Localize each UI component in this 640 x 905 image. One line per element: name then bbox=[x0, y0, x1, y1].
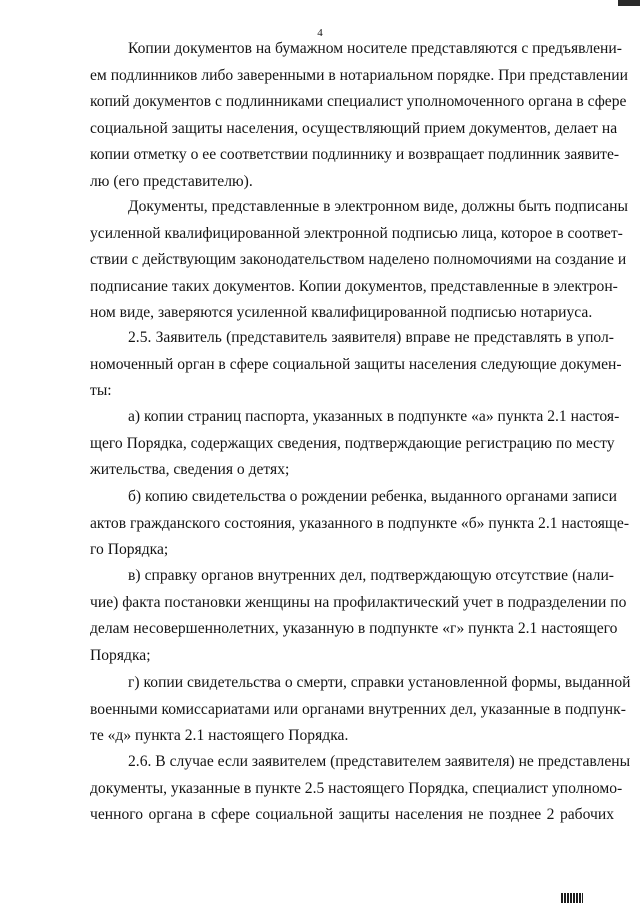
paragraph-line: Копии документов на бумажном носителе представляются с предъявлени- bbox=[128, 40, 622, 57]
paragraph bbox=[90, 194, 628, 327]
paragraph-line: лю (его представителю). bbox=[90, 172, 253, 190]
paragraph-line: чие) факта постановки женщины на профилактический учет в подразделении по bbox=[90, 593, 627, 611]
paragraph-line: подписание таких документов. Копии документов, представленные в электрон- bbox=[90, 277, 618, 295]
page-number: 4 bbox=[317, 27, 323, 39]
paragraph-line: 2.6. В случае если заявителем (представителем заявителя) не представлены bbox=[128, 753, 631, 770]
paragraph-line: номоченный орган в сфере социальной защиты населения следующие докумен- bbox=[90, 355, 622, 373]
paragraph-line: г) копии свидетельства о смерти, справки установленной формы, выданной bbox=[128, 674, 631, 691]
paragraph-line: ты: bbox=[90, 382, 112, 399]
scan-corner-mark bbox=[618, 0, 640, 6]
paragraph-line: жительства, сведения о детях; bbox=[90, 461, 290, 478]
paragraph bbox=[90, 484, 630, 564]
paragraph-line: ном виде, заверяются усиленной квалифицированной подписью нотариуса. bbox=[90, 304, 593, 321]
paragraph bbox=[90, 36, 628, 195]
paragraph-line: щего Порядка, содержащих сведения, подтверждающие регистрацию по месту bbox=[90, 434, 615, 452]
paragraph bbox=[90, 404, 620, 484]
paragraph-line: Порядка; bbox=[90, 646, 151, 664]
paragraph-line: копии отметку о ее соответствии подлиннику и возвращает подлинник заявите- bbox=[90, 146, 620, 163]
paragraph-line: те «д» пункта 2.1 настоящего Порядка. bbox=[90, 727, 349, 744]
paragraph-line: военными комиссариатами или органами внутренних дел, указанные в подпунк- bbox=[90, 700, 626, 718]
paragraph-line: в) справку органов внутренних дел, подтверждающую отсутствие (нали- bbox=[128, 567, 614, 584]
paragraph-line: го Порядка; bbox=[90, 541, 169, 558]
paragraph-line: актов гражданского состояния, указанного в подпункте «б» пункта 2.1 настояще- bbox=[90, 514, 630, 532]
paragraph-line: ем подлинников либо заверенными в нотариальном порядке. При представлении bbox=[90, 66, 628, 84]
paragraph bbox=[90, 563, 627, 669]
paragraph-line: социальной защиты населения, осуществляющий прием документов, делает на bbox=[90, 119, 618, 137]
paragraph bbox=[90, 749, 631, 829]
scan-barcode-mark bbox=[561, 893, 583, 903]
paragraph-line: ствии с действующим законодательством наделено полномочиями на создание и bbox=[90, 251, 627, 268]
paragraph-line: документы, указанные в пункте 2.5 настоящего Порядка, специалист уполномо- bbox=[90, 779, 623, 797]
paragraph-line: усиленной квалифицированной электронной подписью лица, которое в соответ- bbox=[90, 224, 623, 242]
paragraph-line: б) копию свидетельства о рождении ребенка, выданного органами записи bbox=[128, 488, 617, 505]
paragraph-line: ченного органа в сфере социальной защиты населения не позднее 2 рабочих bbox=[90, 806, 614, 823]
paragraph-line: Документы, представленные в электронном виде, должны быть подписаны bbox=[128, 198, 628, 215]
paragraph bbox=[90, 325, 622, 405]
paragraph-line: делам несовершеннолетних, указанную в подпункте «г» пункта 2.1 настоящего bbox=[90, 620, 618, 637]
paragraph bbox=[90, 670, 631, 750]
paragraph-line: копий документов с подлинниками специалист уполномоченного органа в сфере bbox=[90, 93, 627, 110]
paragraph-line: а) копии страниц паспорта, указанных в подпункте «а» пункта 2.1 настоя- bbox=[128, 408, 620, 425]
paragraph-line: 2.5. Заявитель (представитель заявителя) вправе не представлять в упол- bbox=[128, 329, 614, 346]
